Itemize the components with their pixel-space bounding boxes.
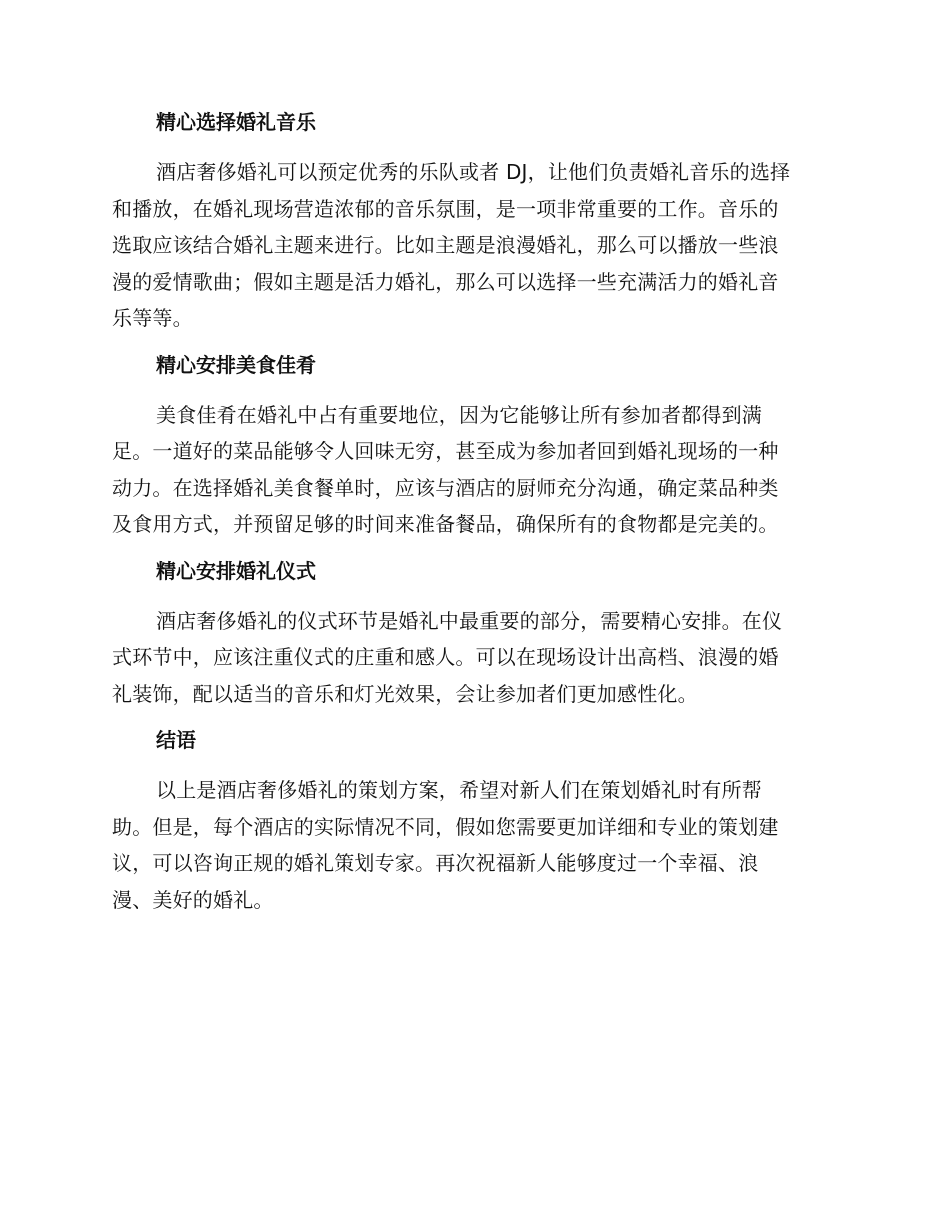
paragraph-food xyxy=(112,397,850,543)
paragraph-music xyxy=(112,154,850,337)
section-heading-ceremony: 精心安排婚礼仪式 xyxy=(156,558,316,583)
paragraph-conclusion xyxy=(112,772,850,918)
paragraph-line: 议，可以咨询正规的婚礼策划专家。再次祝福新人能够度过一个幸福、浪 xyxy=(112,851,759,875)
paragraph-line: 足。一道好的菜品能够令人回味无穷，甚至成为参加者回到婚礼现场的一种 xyxy=(112,439,779,463)
paragraph-line: 动力。在选择婚礼美食餐单时，应该与酒店的厨师充分沟通，确定菜品种类 xyxy=(112,475,779,500)
paragraph-line: 式环节中，应该注重仪式的庄重和感人。可以在现场设计出高档、浪漫的婚 xyxy=(112,645,779,669)
paragraph-line: 助。但是，每个酒店的实际情况不同，假如您需要更加详细和专业的策划建 xyxy=(112,814,779,839)
section-heading-food: 精心安排美食佳肴 xyxy=(156,352,316,377)
paragraph-line: 酒店奢侈婚礼的仪式环节是婚礼中最重要的部分，需要精心安排。在仪 xyxy=(156,608,783,633)
paragraph-line: 选取应该结合婚礼主题来进行。比如主题是浪漫婚礼，那么可以播放一些浪 xyxy=(112,233,779,257)
paragraph-line: 礼装饰，配以适当的音乐和灯光效果，会让参加者们更加感性化。 xyxy=(112,681,698,706)
paragraph-ceremony xyxy=(112,603,850,713)
paragraph-line: 和播放，在婚礼现场营造浓郁的音乐氛围，是一项非常重要的工作。音乐的 xyxy=(112,196,779,221)
paragraph-line: 及食用方式，并预留足够的时间来准备餐品，确保所有的食物都是完美的。 xyxy=(112,512,779,536)
paragraph-line: 美食佳肴在婚礼中占有重要地位，因为它能够让所有参加者都得到满 xyxy=(156,402,762,427)
paragraph-line: 漫、美好的婚礼。 xyxy=(112,887,274,912)
paragraph-line: 酒店奢侈婚礼可以预定优秀的乐队或者 DJ，让他们负责婚礼音乐的选择 xyxy=(156,160,791,184)
paragraph-line: 以上是酒店奢侈婚礼的策划方案，希望对新人们在策划婚礼时有所帮 xyxy=(156,778,762,802)
section-heading-conclusion: 结语 xyxy=(156,728,196,752)
paragraph-line: 漫的爱情歌曲；假如主题是活力婚礼，那么可以选择一些充满活力的婚礼音 xyxy=(112,269,779,294)
paragraph-line: 乐等等。 xyxy=(112,306,193,330)
section-heading-music: 精心选择婚礼音乐 xyxy=(156,110,316,134)
